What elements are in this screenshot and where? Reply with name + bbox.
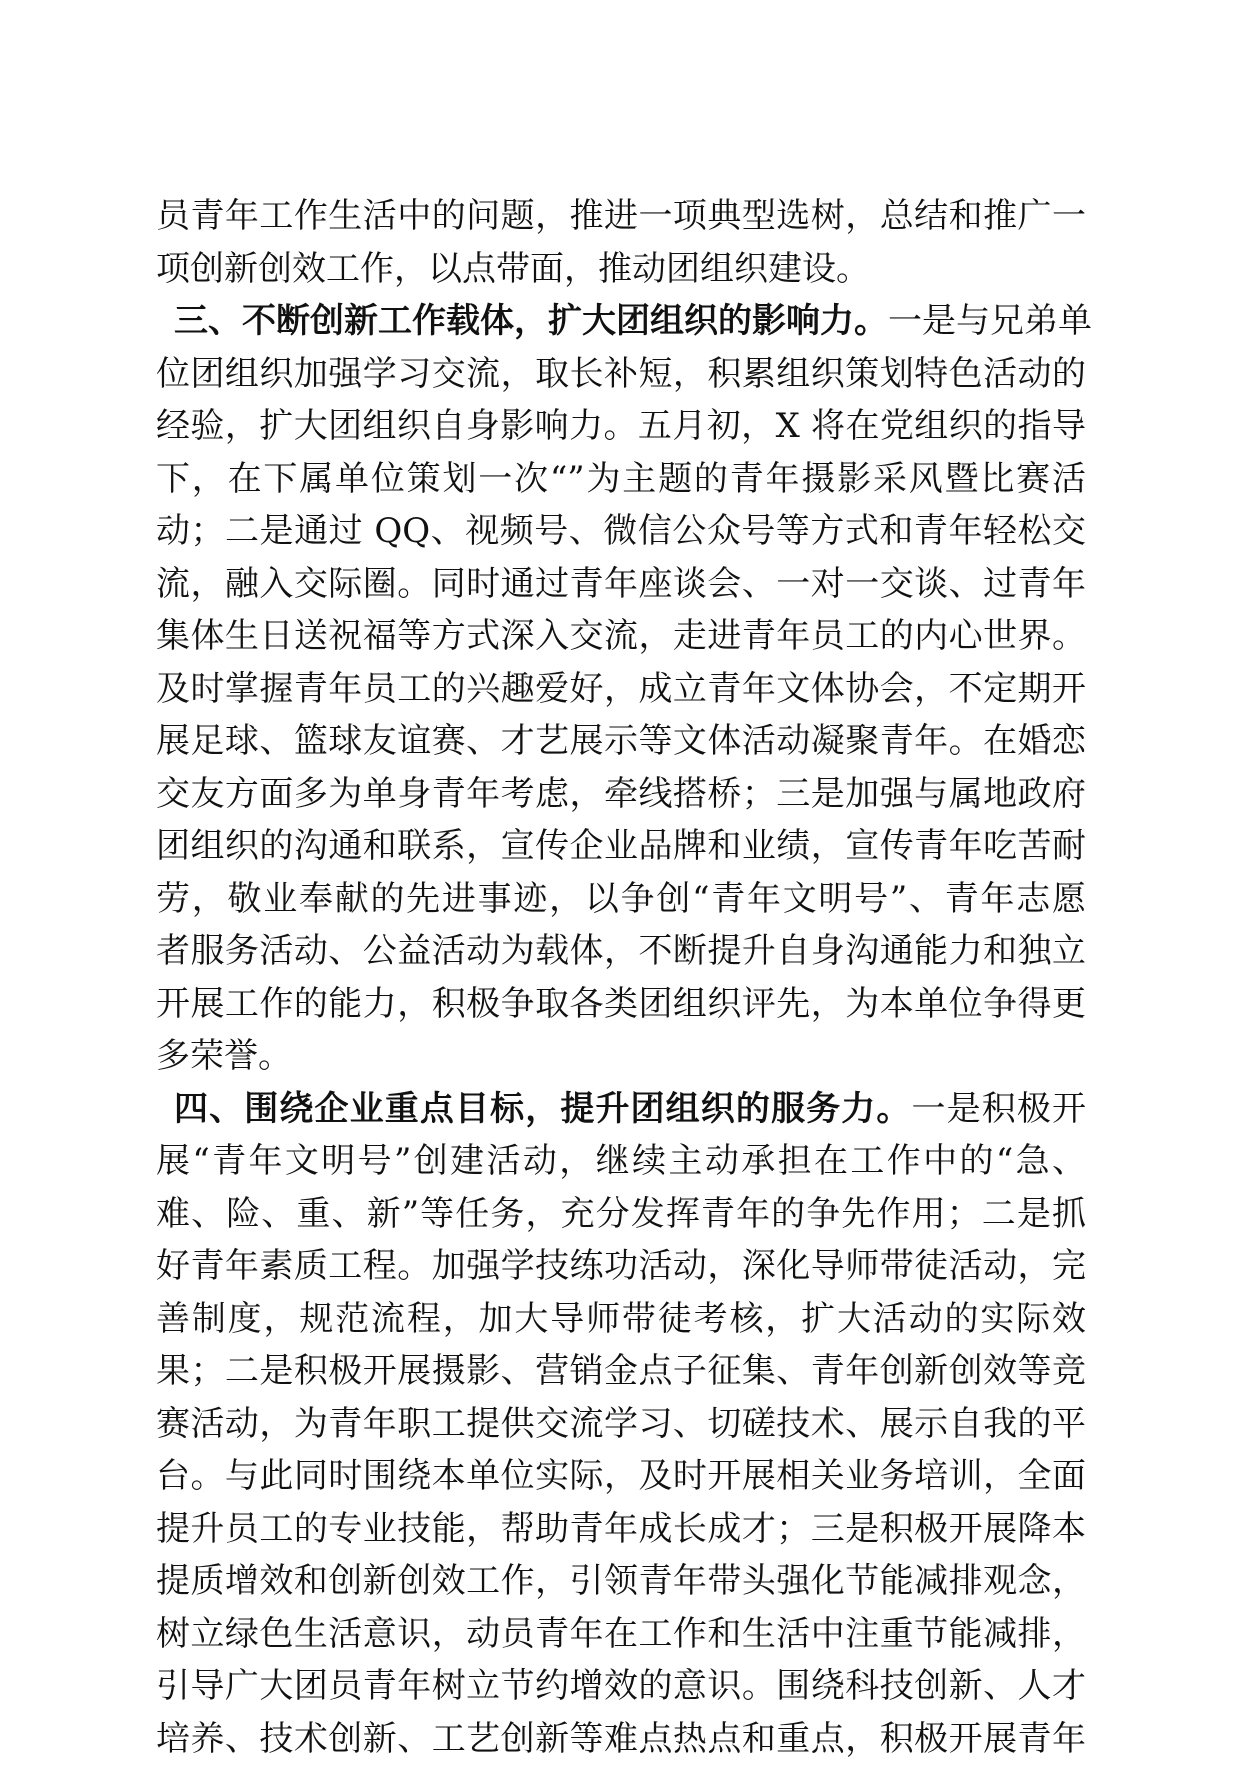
body-line: 团组织的沟通和联系，宣传企业品牌和业绩，宣传青年吃苦耐 bbox=[156, 820, 1086, 873]
body-line: 展足球、篮球友谊赛、才艺展示等文体活动凝聚青年。在婚恋 bbox=[156, 715, 1086, 768]
body-line: 项创新创效工作，以点带面，推动团组织建设。 bbox=[156, 243, 1086, 296]
body-line: 经验，扩大团组织自身影响力。五月初，X 将在党组织的指导 bbox=[156, 400, 1086, 453]
body-line: 流，融入交际圈。同时通过青年座谈会、一对一交谈、过青年 bbox=[156, 558, 1086, 611]
body-line: 善制度，规范流程，加大导师带徒考核，扩大活动的实际效 bbox=[156, 1293, 1086, 1346]
section-3-first-line bbox=[156, 295, 1086, 348]
section-4-first-line bbox=[156, 1083, 1086, 1136]
body-line-fragment: 一是与兄弟单 bbox=[888, 301, 1092, 341]
body-line: 员青年工作生活中的问题，推进一项典型选树，总结和推广一 bbox=[156, 190, 1086, 243]
section-4-heading: 四、围绕企业重点目标，提升团组织的服务力。 bbox=[174, 1089, 912, 1129]
body-line: 台。与此同时围绕本单位实际，及时开展相关业务培训，全面 bbox=[156, 1450, 1086, 1503]
body-line: 位团组织加强学习交流，取长补短，积累组织策划特色活动的 bbox=[156, 348, 1086, 401]
body-line: 引导广大团员青年树立节约增效的意识。围绕科技创新、人才 bbox=[156, 1660, 1086, 1713]
body-line: 动；二是通过 QQ、视频号、微信公众号等方式和青年轻松交 bbox=[156, 505, 1086, 558]
body-line: 提质增效和创新创效工作，引领青年带头强化节能减排观念， bbox=[156, 1555, 1086, 1608]
document-body bbox=[156, 190, 1086, 1765]
body-line: 集体生日送祝福等方式深入交流，走进青年员工的内心世界。 bbox=[156, 610, 1086, 663]
body-line: 劳，敬业奉献的先进事迹，以争创“青年文明号”、青年志愿 bbox=[156, 873, 1086, 926]
body-line-fragment: 一是积极开 bbox=[912, 1089, 1086, 1129]
body-line: 培养、技术创新、工艺创新等难点热点和重点，积极开展青年 bbox=[156, 1713, 1086, 1765]
body-line: 赛活动，为青年职工提供交流学习、切磋技术、展示自我的平 bbox=[156, 1398, 1086, 1451]
body-line: 者服务活动、公益活动为载体，不断提升自身沟通能力和独立 bbox=[156, 925, 1086, 978]
body-line: 果；二是积极开展摄影、营销金点子征集、青年创新创效等竞 bbox=[156, 1345, 1086, 1398]
body-line: 难、险、重、新”等任务，充分发挥青年的争先作用；二是抓 bbox=[156, 1188, 1086, 1241]
body-line: 树立绿色生活意识，动员青年在工作和生活中注重节能减排， bbox=[156, 1608, 1086, 1661]
body-line: 好青年素质工程。加强学技练功活动，深化导师带徒活动，完 bbox=[156, 1240, 1086, 1293]
body-line: 展“青年文明号”创建活动，继续主动承担在工作中的“急、 bbox=[156, 1135, 1086, 1188]
body-line: 交友方面多为单身青年考虑，牵线搭桥；三是加强与属地政府 bbox=[156, 768, 1086, 821]
body-line: 提升员工的专业技能，帮助青年成长成才；三是积极开展降本 bbox=[156, 1503, 1086, 1556]
section-3-heading: 三、不断创新工作载体，扩大团组织的影响力。 bbox=[174, 301, 888, 341]
body-line: 及时掌握青年员工的兴趣爱好，成立青年文体协会，不定期开 bbox=[156, 663, 1086, 716]
body-line: 多荣誉。 bbox=[156, 1030, 1086, 1083]
body-line: 下，在下属单位策划一次“”为主题的青年摄影采风暨比赛活 bbox=[156, 453, 1086, 506]
body-line: 开展工作的能力，积极争取各类团组织评先，为本单位争得更 bbox=[156, 978, 1086, 1031]
